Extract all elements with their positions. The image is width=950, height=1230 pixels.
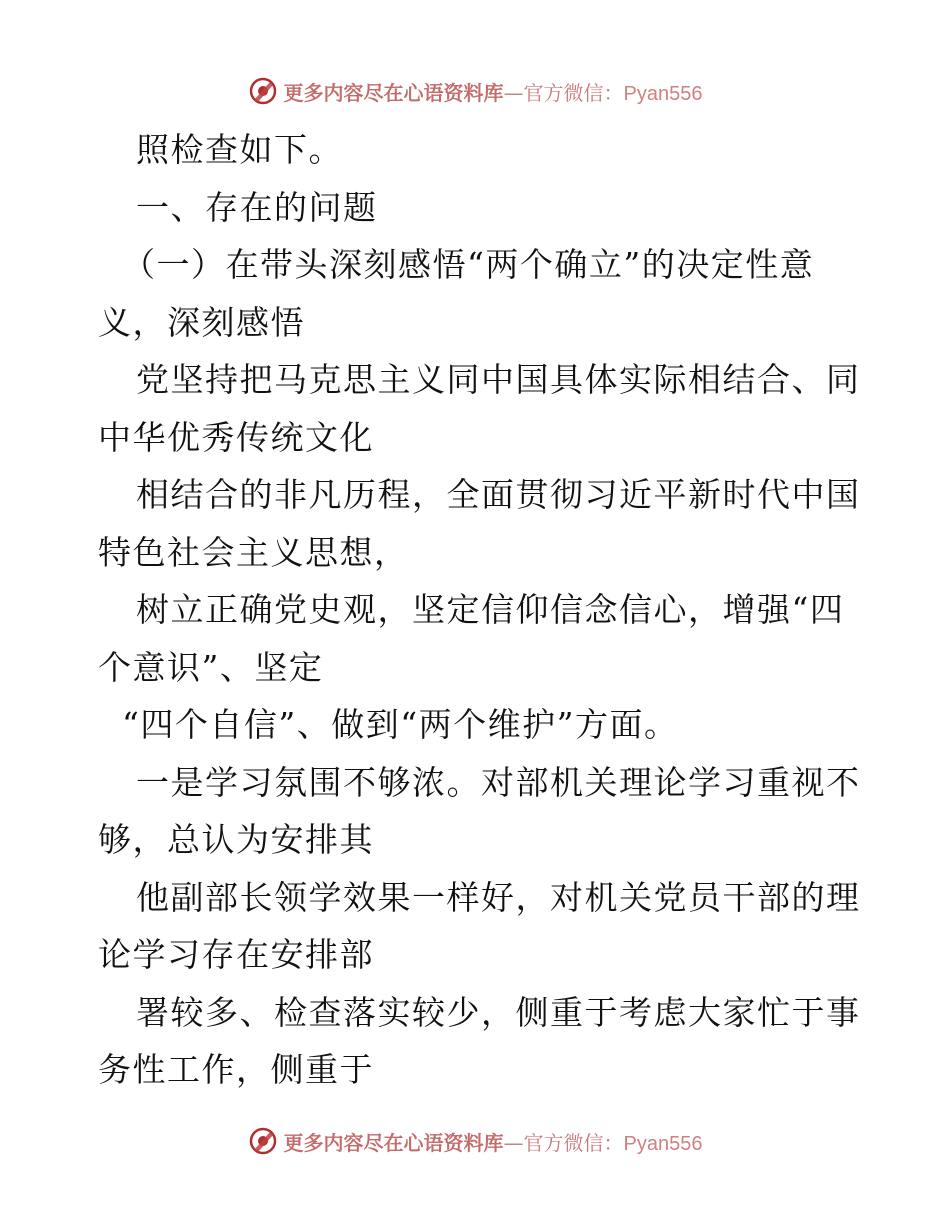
body-line: 树立正确党史观，坚定信仰信念信心，增强“四 bbox=[136, 590, 845, 629]
body-line: 够，总认为安排其 bbox=[98, 820, 374, 859]
header-separator: — bbox=[503, 80, 524, 105]
header-handle: Pyan556 bbox=[623, 82, 703, 105]
subsection-heading: （一）在带头深刻感悟“两个确立”的决定性意 bbox=[122, 245, 815, 284]
footer-contact: 官方微信： bbox=[523, 1130, 624, 1155]
quill-logo-icon bbox=[248, 1126, 278, 1156]
body-line: 一是学习氛围不够浓。对部机关理论学习重视不 bbox=[136, 762, 861, 802]
body-line: 务性工作，侧重于 bbox=[98, 1050, 374, 1089]
footer-handle: Pyan556 bbox=[623, 1132, 703, 1155]
body-line: 党坚持把马克思主义同中国具体实际相结合、同 bbox=[136, 360, 861, 399]
body-line: 特色社会主义思想， bbox=[98, 532, 409, 572]
body-line: 中华优秀传统文化 bbox=[98, 417, 374, 457]
body-line: 义，深刻感悟 bbox=[98, 302, 305, 342]
body-line: 论学习存在安排部 bbox=[98, 935, 374, 974]
body-line: 照检查如下。 bbox=[136, 130, 343, 169]
footer-separator: — bbox=[503, 1130, 524, 1155]
header-text bbox=[284, 77, 703, 106]
body-line: “四个自信”、做到“两个维护”方面。 bbox=[122, 705, 679, 744]
body-line: 相结合的非凡历程，全面贯彻习近平新时代中国 bbox=[136, 475, 861, 514]
header-contact: 官方微信： bbox=[523, 80, 624, 105]
header-banner bbox=[0, 71, 950, 111]
quill-logo-icon bbox=[248, 76, 278, 106]
document-body bbox=[98, 121, 861, 1099]
footer-brand: 更多内容尽在心语资料库 bbox=[283, 1130, 504, 1155]
body-line: 个意识”、坚定 bbox=[98, 647, 324, 687]
body-line: 他副部长领学效果一样好，对机关党员干部的理 bbox=[136, 877, 861, 917]
footer-text bbox=[284, 1127, 703, 1156]
header-brand: 更多内容尽在心语资料库 bbox=[283, 80, 504, 105]
body-line: 署较多、检查落实较少，侧重于考虑大家忙于事 bbox=[136, 992, 861, 1032]
footer-banner bbox=[0, 1121, 950, 1161]
section-heading: 一、存在的问题 bbox=[136, 187, 378, 227]
